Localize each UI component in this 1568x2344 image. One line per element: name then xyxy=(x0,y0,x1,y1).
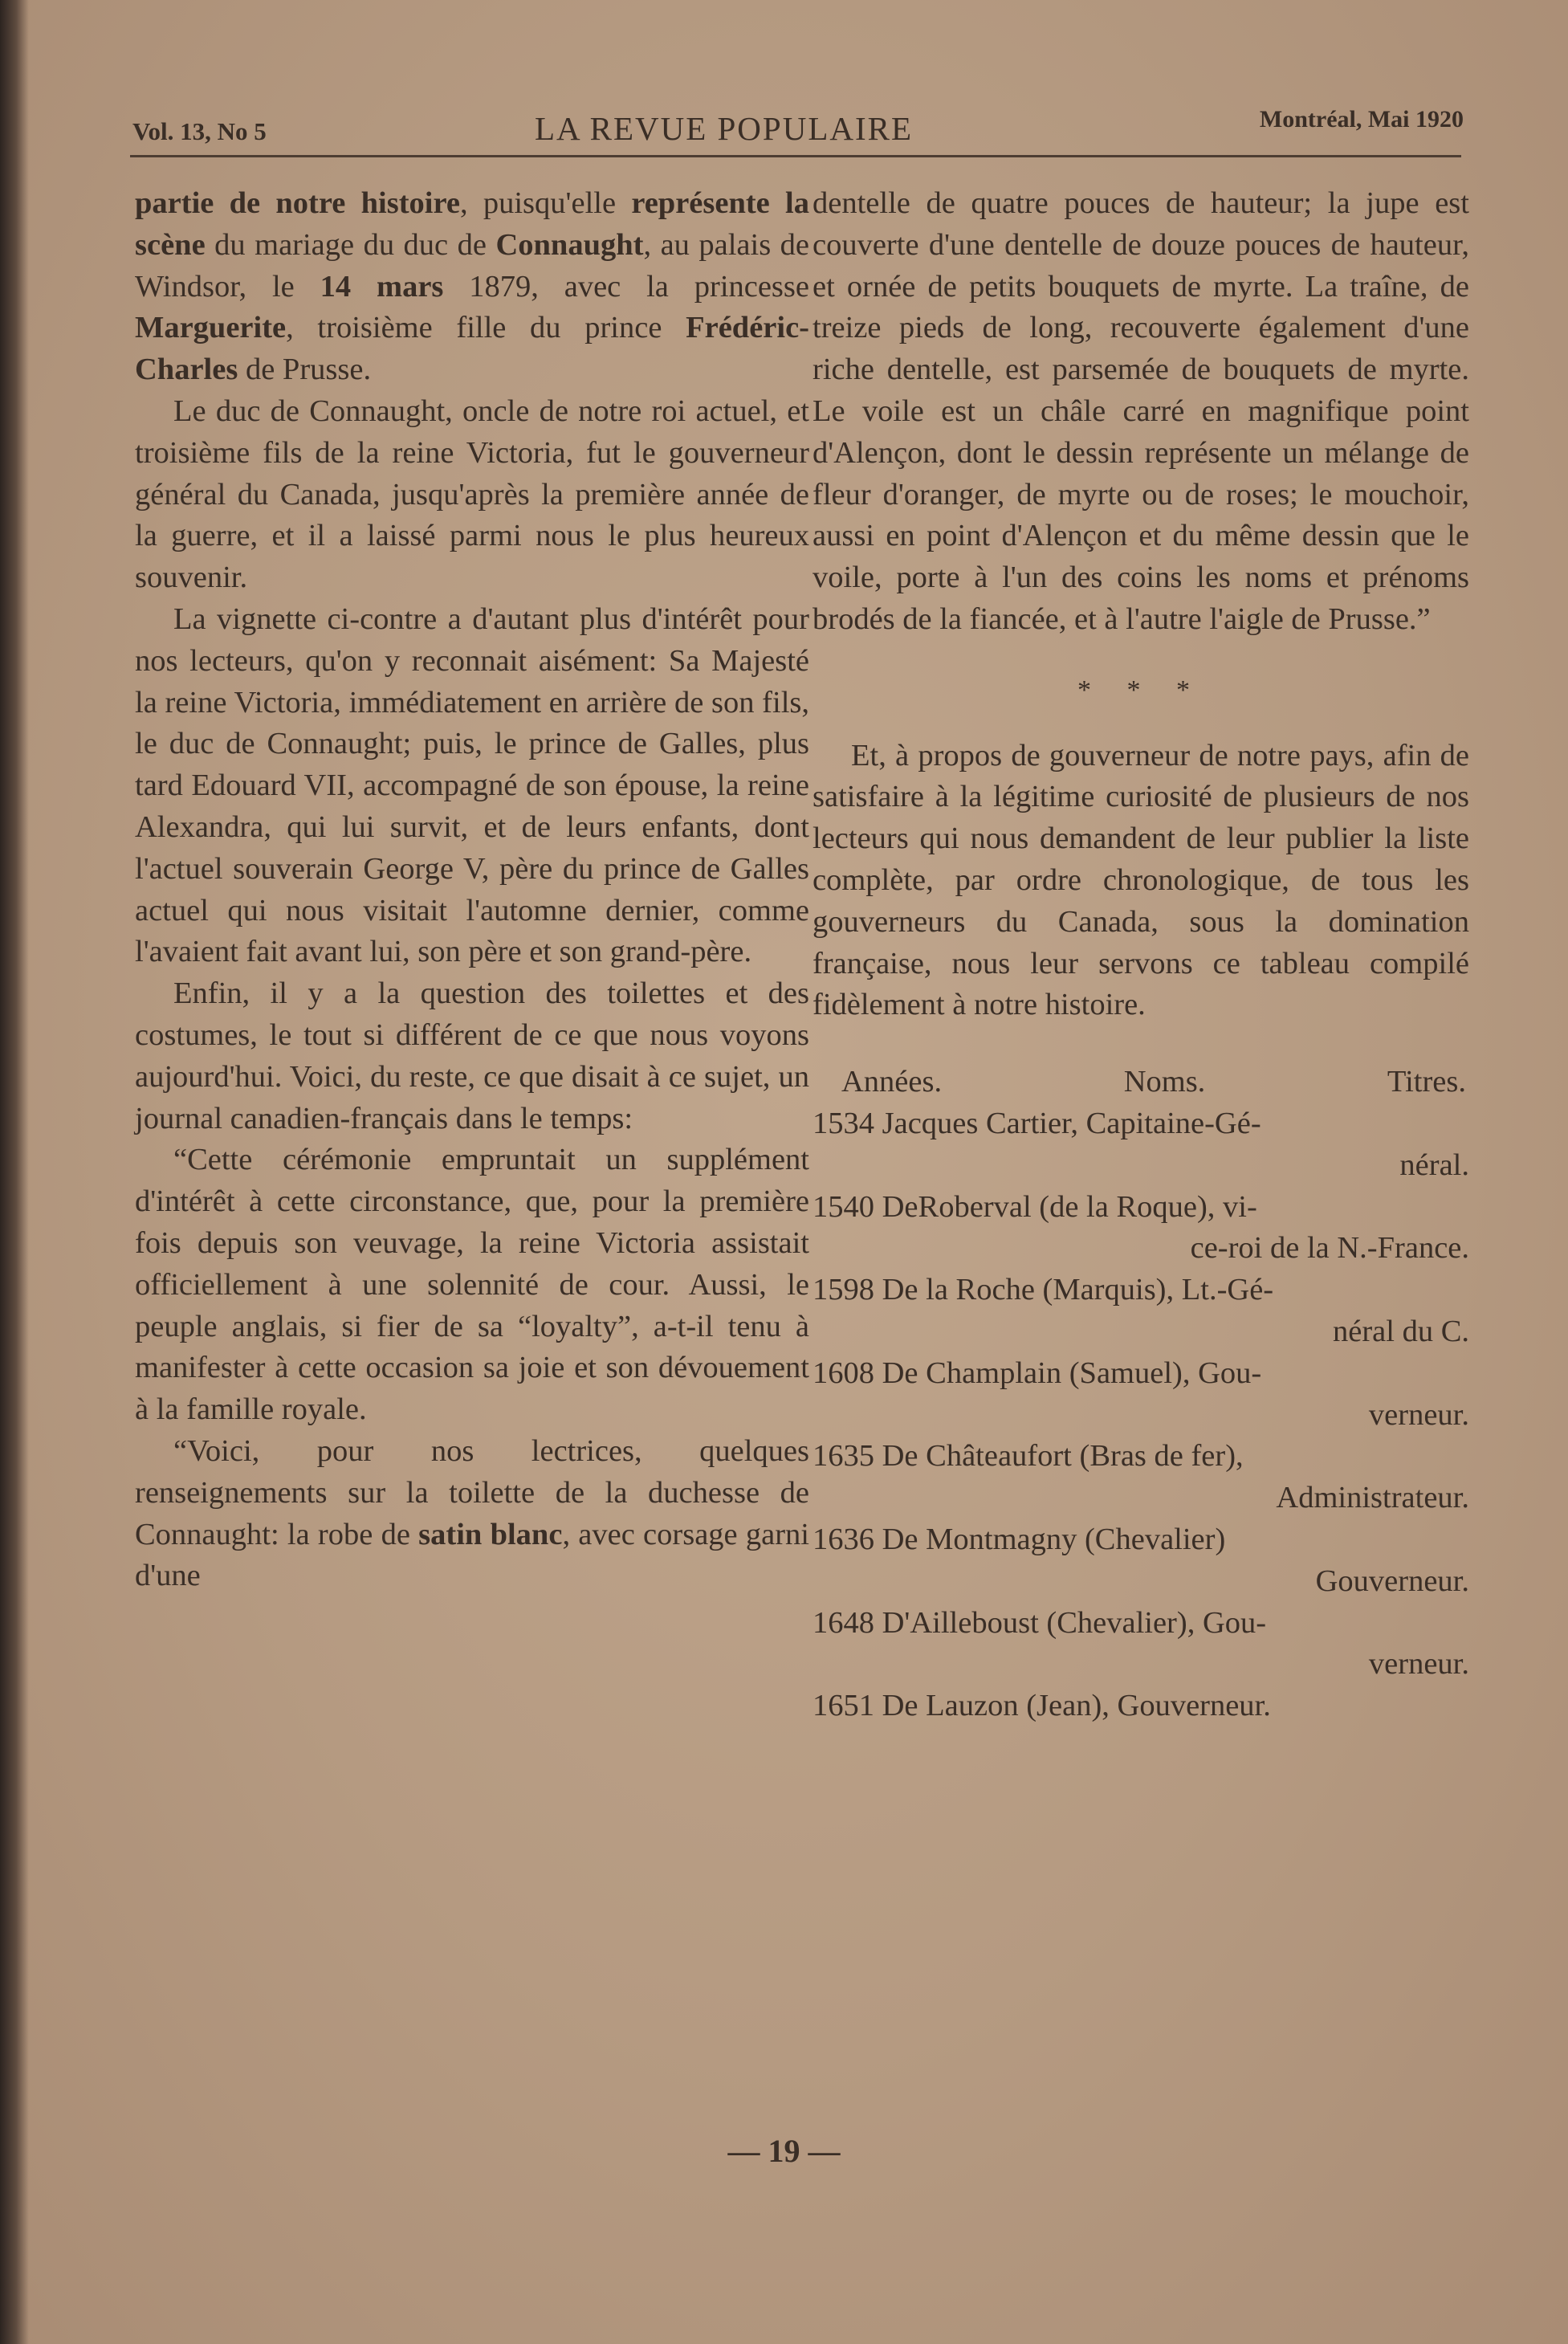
left-paragraph xyxy=(135,391,809,599)
governor-row xyxy=(813,1519,1469,1603)
governor-row xyxy=(813,1436,1469,1519)
governors-intro: Et, à propos de gouverneur de notre pays, afin de satisfaire à la légitime curiosité de plusieurs de nos lecteurs qui nous demandent de leur publier la liste complète, par ordre chronologique, de tous les gouverneurs du Canada, sous la domination française, nous leur servons ce tableau compilé fidèlement à notre histoire. xyxy=(813,738,1469,1022)
governor-title-continuation: ce-roi de la N.-France. xyxy=(1190,1231,1469,1266)
governor-row xyxy=(813,1270,1469,1353)
governor-title-continuation: néral du C. xyxy=(1333,1314,1469,1348)
header-rule xyxy=(130,155,1461,157)
left-column xyxy=(135,183,809,1597)
text-run: , avec corsage garni d'une xyxy=(135,1517,809,1593)
binding-edge xyxy=(0,0,29,2344)
governor-entry: 1635 De Châteaufort (Bras de fer), xyxy=(813,1439,1244,1474)
text-run: de Prusse. xyxy=(238,353,372,387)
issue-date: Montréal, Mai 1920 xyxy=(1259,106,1464,132)
governor-title-continuation: néral. xyxy=(1399,1148,1469,1182)
text-run: du mariage du duc de xyxy=(205,227,496,262)
text-run: “Cette cérémonie empruntait un supplément d'intérêt à cette circonstance, que, pour la première fois depuis son veuvage, la reine Victoria assistait officiellement à une solennité de cour. Aussi, le peuple anglais, si fier de sa “loyalty”, a-t-il tenu à manifester à cette occasion sa joie et son dévouement à la famille royale. xyxy=(135,1143,809,1427)
governor-row xyxy=(813,1686,1469,1727)
governor-title-continuation: Administrateur. xyxy=(1276,1481,1469,1515)
governor-title-continuation: verneur. xyxy=(1368,1397,1469,1432)
governors-table-header xyxy=(813,1062,1469,1103)
governor-entry: 1651 De Lauzon (Jean), Gouverneur. xyxy=(813,1689,1271,1723)
bold-run: représente la scène xyxy=(135,186,809,262)
text-run: , puisqu'elle xyxy=(459,186,632,220)
left-paragraph xyxy=(135,599,809,973)
text-run: “Voici, pour nos lectrices, quelques renseignements sur la toilette de la duchesse de Connaught: la robe de xyxy=(135,1433,809,1551)
left-paragraph xyxy=(135,973,809,1139)
bold-run: Marguerite xyxy=(135,311,287,345)
page-number: — 19 — xyxy=(727,2133,841,2169)
bold-run: Frédéric-Charles xyxy=(135,311,809,387)
governor-entry: 1598 De la Roche (Marquis), Lt.-Gé- xyxy=(813,1273,1274,1307)
governor-entry: 1540 DeRoberval (de la Roque), vi- xyxy=(813,1189,1257,1224)
right-paragraph: dentelle de quatre pouces de hauteur; la jupe est couverte d'une dentelle de douze pouces de hauteur, et ornée de petits bouquets de myrte. La traîne, de treize pieds de long, recouverte également d'une riche dentelle, est parsemée de bouquets de myrte. Le voile est un châle carré en magnifique point d'Alençon, dont le dessin représente un mélange de fleur d'oranger, de myrte ou de roses; le mouchoir, aussi en point d'Alençon et du même dessin que le voile, porte à l'un des coins les noms et prénoms brodés de la fiancée, et à l'autre l'aigle de Prusse.” xyxy=(813,186,1469,636)
bold-run: 14 mars xyxy=(320,269,444,304)
section-separator: * * * xyxy=(1077,675,1204,705)
right-column xyxy=(813,183,1469,1727)
text-run: Enfin, il y a la question des toilettes et des costumes, le tout si différent de ce que nous voyons aujourd'hui. Voici, du reste, ce que disait à ce sujet, un journal canadien-français dans le temps: xyxy=(135,976,809,1135)
volume-number: Vol. 13, No 5 xyxy=(132,117,267,145)
governor-entry: 1534 Jacques Cartier, Capitaine-Gé- xyxy=(813,1106,1261,1140)
governor-row xyxy=(813,1187,1469,1270)
left-paragraph xyxy=(135,1139,809,1431)
governor-row xyxy=(813,1103,1469,1187)
bold-run: satin blanc xyxy=(418,1517,563,1551)
governor-row xyxy=(813,1353,1469,1437)
text-run: La vignette ci-contre a d'autant plus d'intérêt pour nos lecteurs, qu'on y reconnait aisément: Sa Majesté la reine Victoria, immédiatement en arrière de son fils, le duc de Connaught; puis, le prince de Galles, plus tard Edouard VII, accompagné de son épouse, la reine Alexandra, qui lui survit, et de leurs enfants, dont l'actuel souverain George V, père du prince de Galles actuel qui nous visitait l'automne dernier, comme l'avaient fait avant lui, son père et son grand-père. xyxy=(135,601,809,969)
header-titles: Titres. xyxy=(1387,1065,1466,1099)
governors-rows xyxy=(813,1103,1469,1727)
left-paragraph xyxy=(135,183,809,391)
header-names: Noms. xyxy=(1123,1065,1206,1099)
governor-entry: 1608 De Champlain (Samuel), Gou- xyxy=(813,1355,1262,1390)
bold-run: Connaught xyxy=(495,227,644,262)
governors-table xyxy=(813,1062,1469,1727)
page-header xyxy=(0,103,1568,159)
header-years: Années. xyxy=(841,1065,943,1099)
text-run: , au palais de Windsor, le xyxy=(135,227,809,304)
publication-title: LA REVUE POPULAIRE xyxy=(534,110,914,147)
bold-run: partie de notre histoire xyxy=(135,186,460,220)
governor-entry: 1636 De Montmagny (Chevalier) xyxy=(813,1522,1226,1556)
governor-row xyxy=(813,1603,1469,1686)
governor-title-continuation: verneur. xyxy=(1368,1647,1469,1682)
governor-entry: 1648 D'Ailleboust (Chevalier), Gou- xyxy=(813,1605,1267,1640)
text-run: Le duc de Connaught, oncle de notre roi actuel, et troisième fils de la reine Victoria, fut le gouverneur général du Canada, jusqu'après la première année de la guerre, et il a laissé parmi nous le plus heureux souvenir. xyxy=(135,393,809,595)
governor-title-continuation: Gouverneur. xyxy=(1315,1563,1469,1598)
left-paragraph xyxy=(135,1431,809,1597)
text-run: 1879, avec la princesse xyxy=(443,269,809,304)
text-run: , troisième fille du prince xyxy=(286,311,686,345)
